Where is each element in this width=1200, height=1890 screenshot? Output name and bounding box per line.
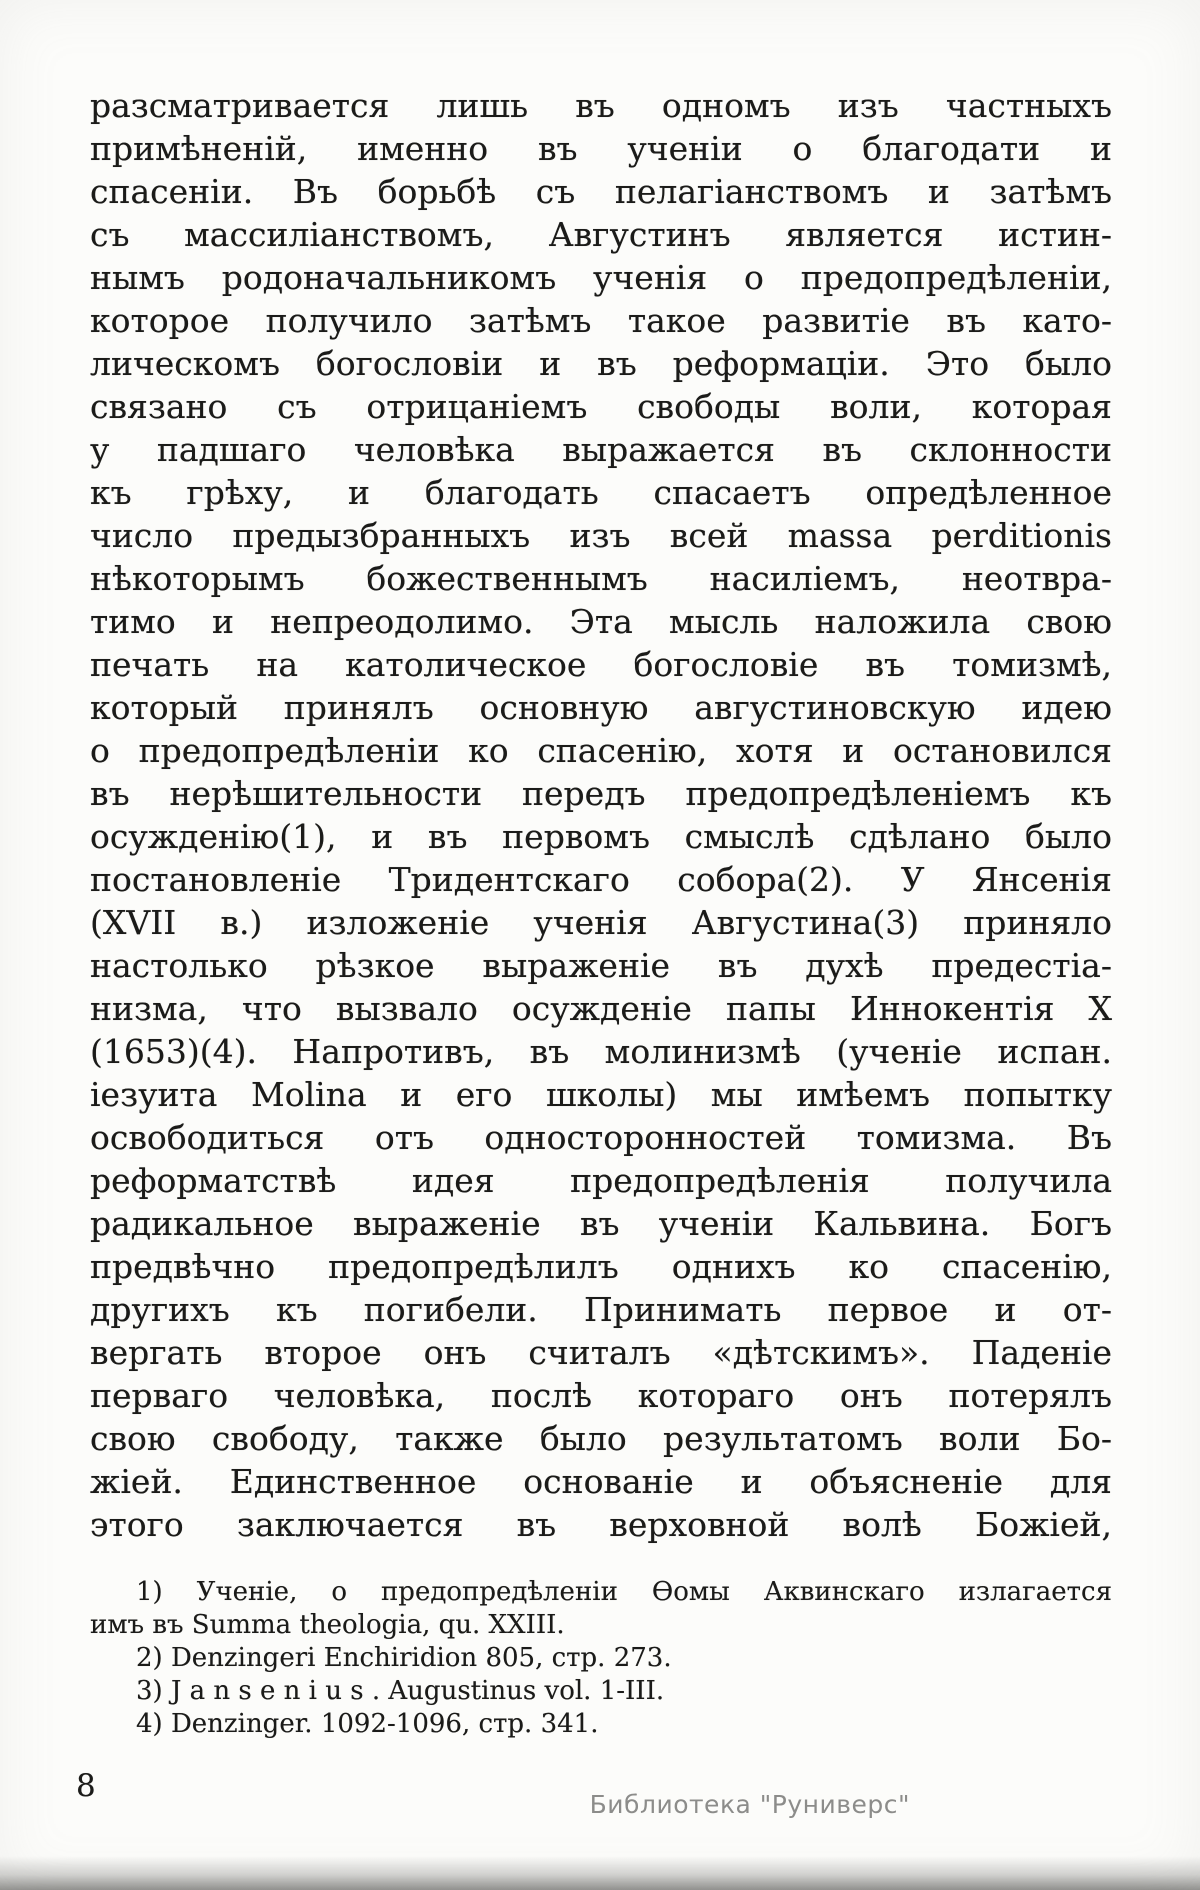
body-line: связано съ отрицаніемъ свободы воли, которая [90,387,1112,426]
body-line: вергать второе онъ считалъ «дѣтскимъ». Паденіе [90,1333,1112,1372]
body-line: печать на католическое богословіе въ томизмѣ, [90,645,1112,684]
body-line: осужденію(1), и въ первомъ смыслѣ сдѣлано было [90,817,1112,856]
body-line: примѣненій, именно въ ученіи о благодати и [90,129,1112,168]
main-text-block [90,84,1112,1546]
body-line: реформатствѣ идея предопредѣленія получила [90,1161,1112,1200]
body-line: у падшаго человѣка выражается въ склонности [90,430,1112,469]
body-line: съ массиліанствомъ, Августинъ является истин- [90,215,1112,254]
body-line: освободиться отъ односторонностей томизма. Въ [90,1118,1112,1157]
body-line: свою свободу, также было результатомъ воли Бо- [90,1419,1112,1458]
body-line: которое получило затѣмъ такое развитіе въ като- [90,301,1112,340]
body-line: низма, что вызвало осужденіе папы Иннокентія X [90,989,1112,1028]
body-line: къ грѣху, и благодать спасаетъ опредѣленное [90,473,1112,512]
body-line: (1653)(4). Напротивъ, въ молинизмѣ (ученіе испан. [90,1032,1112,1071]
body-line: нымъ родоначальникомъ ученія о предопредѣленіи, [90,258,1112,297]
footnote-line: 3) J a n s e n i u s . Augustinus vol. 1-III. [136,1676,665,1706]
body-line: этого заключается въ верховной волѣ Божіей, [90,1505,1112,1544]
body-line: который принялъ основную августиновскую идею [90,688,1112,727]
body-line: (XVII в.) изложеніе ученія Августина(3) приняло [90,903,1112,942]
body-line: лическомъ богословіи и въ реформаціи. Это было [90,344,1112,383]
body-line: іезуита Molina и его школы) мы имѣемъ попытку [90,1075,1112,1114]
body-line: спасеніи. Въ борьбѣ съ пелагіанствомъ и затѣмъ [90,172,1112,211]
body-line: перваго человѣка, послѣ котораго онъ потерялъ [90,1376,1112,1415]
page-number: 8 [76,1768,96,1804]
library-watermark: Библиотека "Руниверс" [589,1790,910,1819]
page-bottom-scan-shadow [0,1856,1200,1890]
body-line: настолько рѣзкое выраженіе въ духѣ предестіа- [90,946,1112,985]
footnote-line: 2) Denzingeri Enchiridion 805, стр. 273. [136,1643,672,1673]
body-line: число предызбранныхъ изъ всей massa perditionis [90,516,1112,555]
body-line: о предопредѣленіи ко спасенію, хотя и остановился [90,731,1112,770]
body-line: постановленіе Тридентскаго собора(2). У Янсенія [90,860,1112,899]
body-line: жіей. Единственное основаніе и объясненіе для [90,1462,1112,1501]
body-line: нѣкоторымъ божественнымъ насиліемъ, неотвра- [90,559,1112,598]
footnote-line: имъ въ Summa theologia, qu. XXIII. [90,1610,565,1640]
body-line: въ нерѣшительности передъ предопредѣленіемъ къ [90,774,1112,813]
body-line: другихъ къ погибели. Принимать первое и от- [90,1290,1112,1329]
body-line: предвѣчно предопредѣлилъ однихъ ко спасенію, [90,1247,1112,1286]
body-line: тимо и непреодолимо. Эта мысль наложила свою [90,602,1112,641]
footnotes-block [90,1576,1112,1741]
footnote-line: 4) Denzinger. 1092-1096, стр. 341. [136,1709,599,1739]
body-line: радикальное выраженіе въ ученіи Кальвина. Богъ [90,1204,1112,1243]
footnote-line: 1) Ученіе, о предопредѣленіи Ѳомы Аквинскаго излагается [136,1577,1112,1607]
body-line: разсматривается лишь въ одномъ изъ частныхъ [90,86,1112,125]
